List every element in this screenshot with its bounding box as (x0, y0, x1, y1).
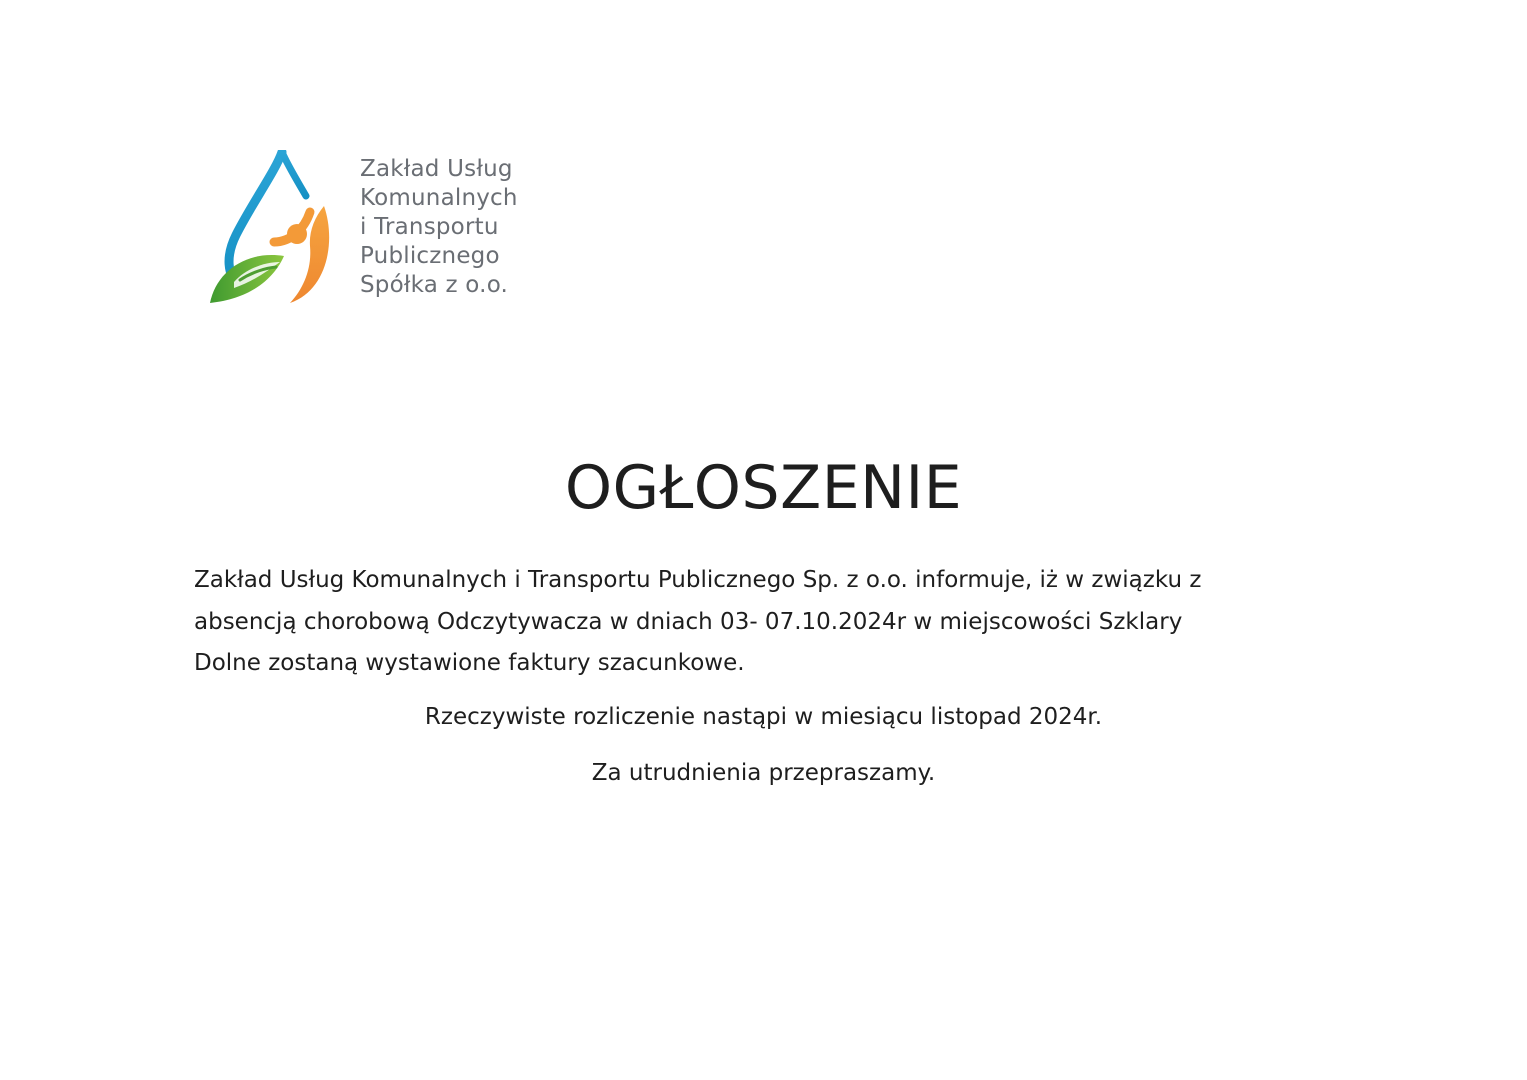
logo-text-line: Publicznego (360, 243, 500, 269)
settlement-note: Rzeczywiste rozliczenie nastąpi w miesiącu listopad 2024r. (424, 704, 1103, 730)
company-logo (206, 150, 556, 310)
document-title: OGŁOSZENIE (564, 453, 963, 523)
logo-company-name (360, 155, 560, 300)
apology-text: Za utrudnienia przepraszamy. (591, 760, 936, 786)
announcement-paragraph (194, 560, 1334, 685)
paragraph-line: absencją chorobową Odczytywacza w dniach 03- 07.10.2024r w miejscowości Szklary (194, 608, 1183, 635)
paragraph-line: Zakład Usług Komunalnych i Transportu Publicznego Sp. z o.o. informuje, iż w związku z (194, 567, 1202, 593)
paragraph-line: Dolne zostaną wystawione faktury szacunkowe. (194, 650, 745, 676)
water-drop-figure-logo-icon (206, 150, 336, 310)
logo-text-line: Spółka z o.o. (360, 272, 509, 298)
logo-text-line: Komunalnych (360, 185, 518, 211)
logo-text-line: i Transportu (360, 214, 499, 240)
logo-text-line: Zakład Usług (360, 156, 513, 182)
